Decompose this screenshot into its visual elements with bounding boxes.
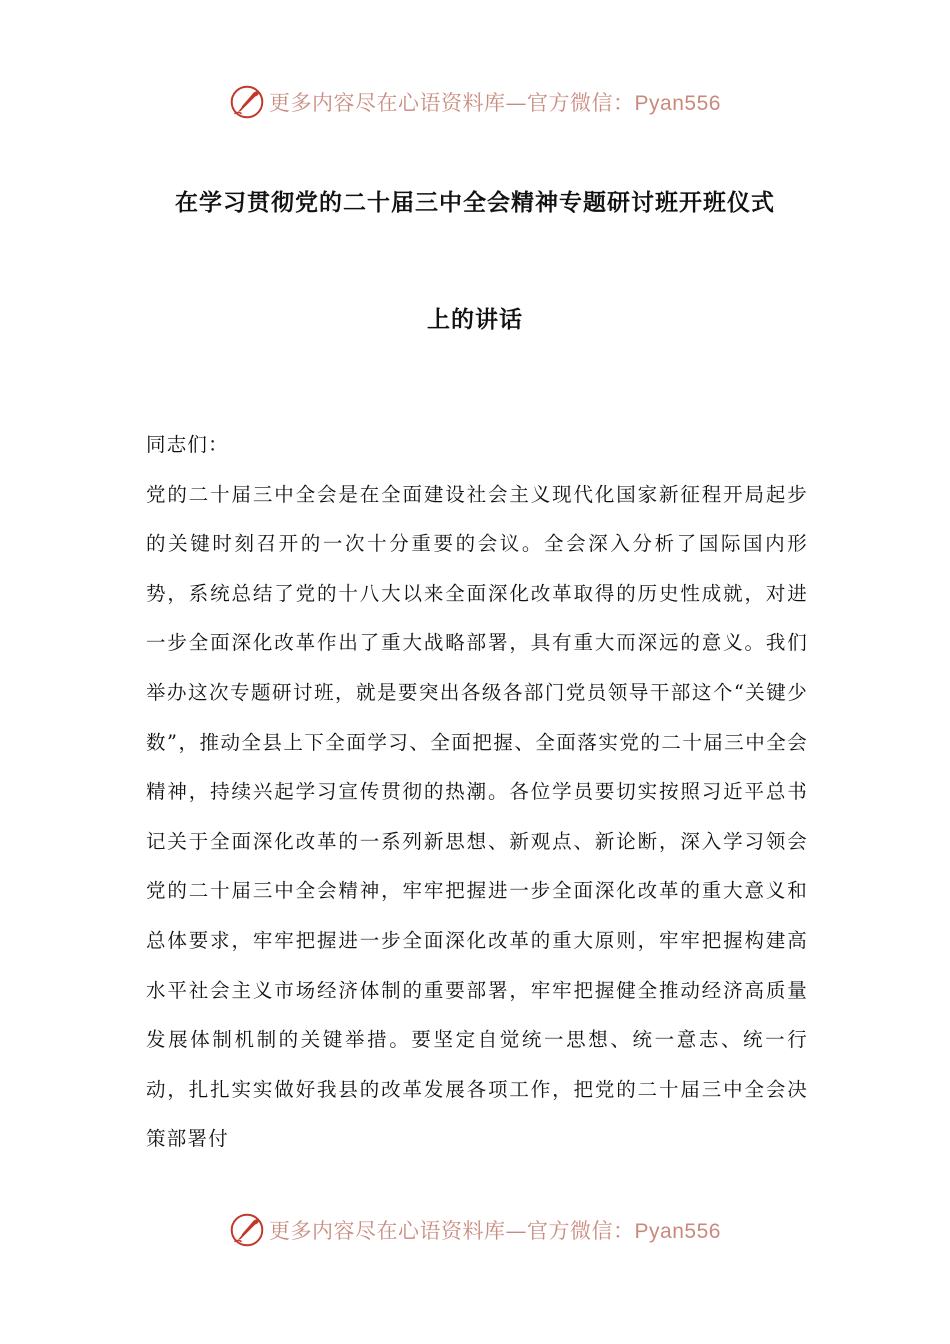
- banner-slogan: 更多内容尽在心语资料库—官方微信：: [269, 91, 635, 115]
- document-title-line-2: 上的讲话: [427, 307, 523, 333]
- header-banner: [0, 84, 950, 120]
- quill-pen-logo-icon: [229, 84, 265, 120]
- banner-wechat-id: Pyan556: [634, 1220, 721, 1243]
- salutation: 同志们：: [146, 433, 229, 456]
- banner-wechat-id: Pyan556: [634, 92, 721, 115]
- document-title-line-1: 在学习贯彻党的二十届三中全会精神专题研讨班开班仪式: [175, 190, 775, 216]
- banner-text: [269, 1215, 721, 1245]
- footer-banner: [0, 1212, 950, 1248]
- banner-text: [269, 87, 721, 117]
- banner-slogan: 更多内容尽在心语资料库—官方微信：: [269, 1219, 635, 1243]
- quill-pen-logo-icon: [229, 1212, 265, 1248]
- paragraph-1: 党的二十届三中全会是在全面建设社会主义现代化国家新征程开局起步的关键时刻召开的一次十分重要的会议。全会深入分析了国际国内形势，系统总结了党的十八大以来全面深化改革取得的历史性成就，对进一步全面深化改革作出了重大战略部署，具有重大而深远的意义。我们举办这次专题研讨班，就是要突出各级各部门党员领导干部这个“关键少数”，推动全县上下全面学习、全面把握、全面落实党的二十届三中全会精神，持续兴起学习宣传贯彻的热潮。各位学员要切实按照习近平总书记关于全面深化改革的一系列新思想、新观点、新论断，深入学习领会党的二十届三中全会精神，牢牢把握进一步全面深化改革的重大意义和总体要求，牢牢把握进一步全面深化改革的重大原则，牢牢把握构建高水平社会主义市场经济体制的重要部署，牢牢把握健全推动经济高质量发展体制机制的关键举措。要坚定自觉统一思想、统一意志、统一行动，扎扎实实做好我县的改革发展各项工作，把党的二十届三中全会决策部署付: [146, 482, 808, 1151]
- speech-body: [146, 420, 808, 1164]
